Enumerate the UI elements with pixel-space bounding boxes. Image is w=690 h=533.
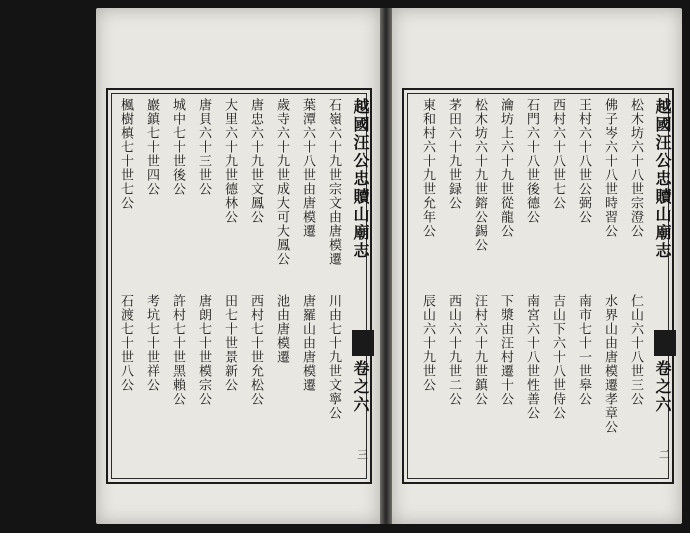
- left-col-6: 唐貝六十三世公: [196, 98, 211, 196]
- left-lower-col-3: 池由唐模遷: [274, 293, 289, 364]
- right-page-frame: [402, 88, 674, 484]
- right-col-3: 王村六十八世公弼公: [576, 98, 591, 224]
- right-col-1: 松木坊六十八世宗澄公: [628, 98, 643, 238]
- left-lower-col-6: 唐朗七十世模宗公: [196, 293, 211, 406]
- right-col-7: 松木坊六十九世鎔公錫公: [472, 98, 487, 252]
- right-page: [392, 8, 682, 524]
- right-leaf-number: 二: [659, 448, 670, 461]
- right-fish-tail: [654, 330, 676, 356]
- right-col-5: 石門六十八世後德公: [524, 98, 539, 224]
- left-col-3: 歲寺六十九世成大可大鳳公: [274, 98, 289, 266]
- right-lower-col-2: 水界山由唐模遷孝章公: [602, 293, 617, 434]
- left-col-2: 葉潭六十八世由唐模遷: [300, 98, 315, 238]
- left-lower-col-2: 唐羅山由唐模遷: [300, 293, 315, 392]
- right-col-4: 西村六十八世七公: [550, 98, 565, 210]
- right-lower-col-6: 下漿由汪村遷十公: [498, 293, 513, 406]
- left-col-9: 楓樹槙七十世七公: [118, 98, 133, 210]
- right-lower-col-3: 南市七十一世皋公: [576, 293, 591, 406]
- left-lower-col-1: 川由七十九世文寧公: [326, 293, 341, 420]
- right-col-2: 佛子岑六十八世時習公: [602, 98, 617, 238]
- left-page-frame: [106, 88, 372, 484]
- left-fish-tail: [352, 330, 374, 356]
- right-lower-col-7: 汪村六十九世鎮公: [472, 293, 487, 406]
- right-lower-col-8: 西山六十九世二公: [446, 293, 461, 406]
- right-lower-col-5: 南宮六十八世性善公: [524, 293, 539, 420]
- left-lower-col-5: 田七十世景新公: [222, 293, 237, 392]
- right-col-8: 茅田六十九世録公: [446, 98, 461, 210]
- left-col-7: 城中七十世後公: [170, 98, 185, 196]
- left-lower-col-8: 考坑七十世祥公: [144, 293, 159, 392]
- left-col-1: 石嶺六十九世宗文由唐模遷: [326, 98, 341, 266]
- left-col-8: 巖鎮七十世四公: [144, 98, 159, 196]
- right-lower-col-9: 辰山六十九世公: [420, 293, 435, 392]
- left-page-volume: 卷之六: [351, 360, 370, 414]
- right-col-6: 瀹坊上六十九世從龍公: [498, 98, 513, 238]
- left-lower-col-4: 西村七十世允松公: [248, 293, 263, 406]
- left-lower-col-7: 許村七十世黑賴公: [170, 293, 185, 406]
- right-page-volume: 卷之六: [653, 360, 672, 414]
- right-col-9: 東和村六十九世允年公: [420, 98, 435, 238]
- right-page-header: 越國汪公忠贖山廟志: [653, 98, 672, 260]
- left-lower-col-9: 石渡七十世八公: [118, 293, 133, 392]
- left-page: [96, 8, 380, 524]
- left-page-header: 越國汪公忠贖山廟志: [351, 98, 370, 260]
- left-col-4: 唐忠六十九世文鳳公: [248, 98, 263, 224]
- left-col-5: 大里六十九世德林公: [222, 98, 237, 224]
- book-gutter: [380, 8, 392, 524]
- left-leaf-number: 三: [357, 448, 368, 461]
- right-lower-col-1: 仁山六十八世三公: [628, 293, 643, 406]
- right-lower-col-4: 吉山下六十八世侍公: [550, 293, 565, 420]
